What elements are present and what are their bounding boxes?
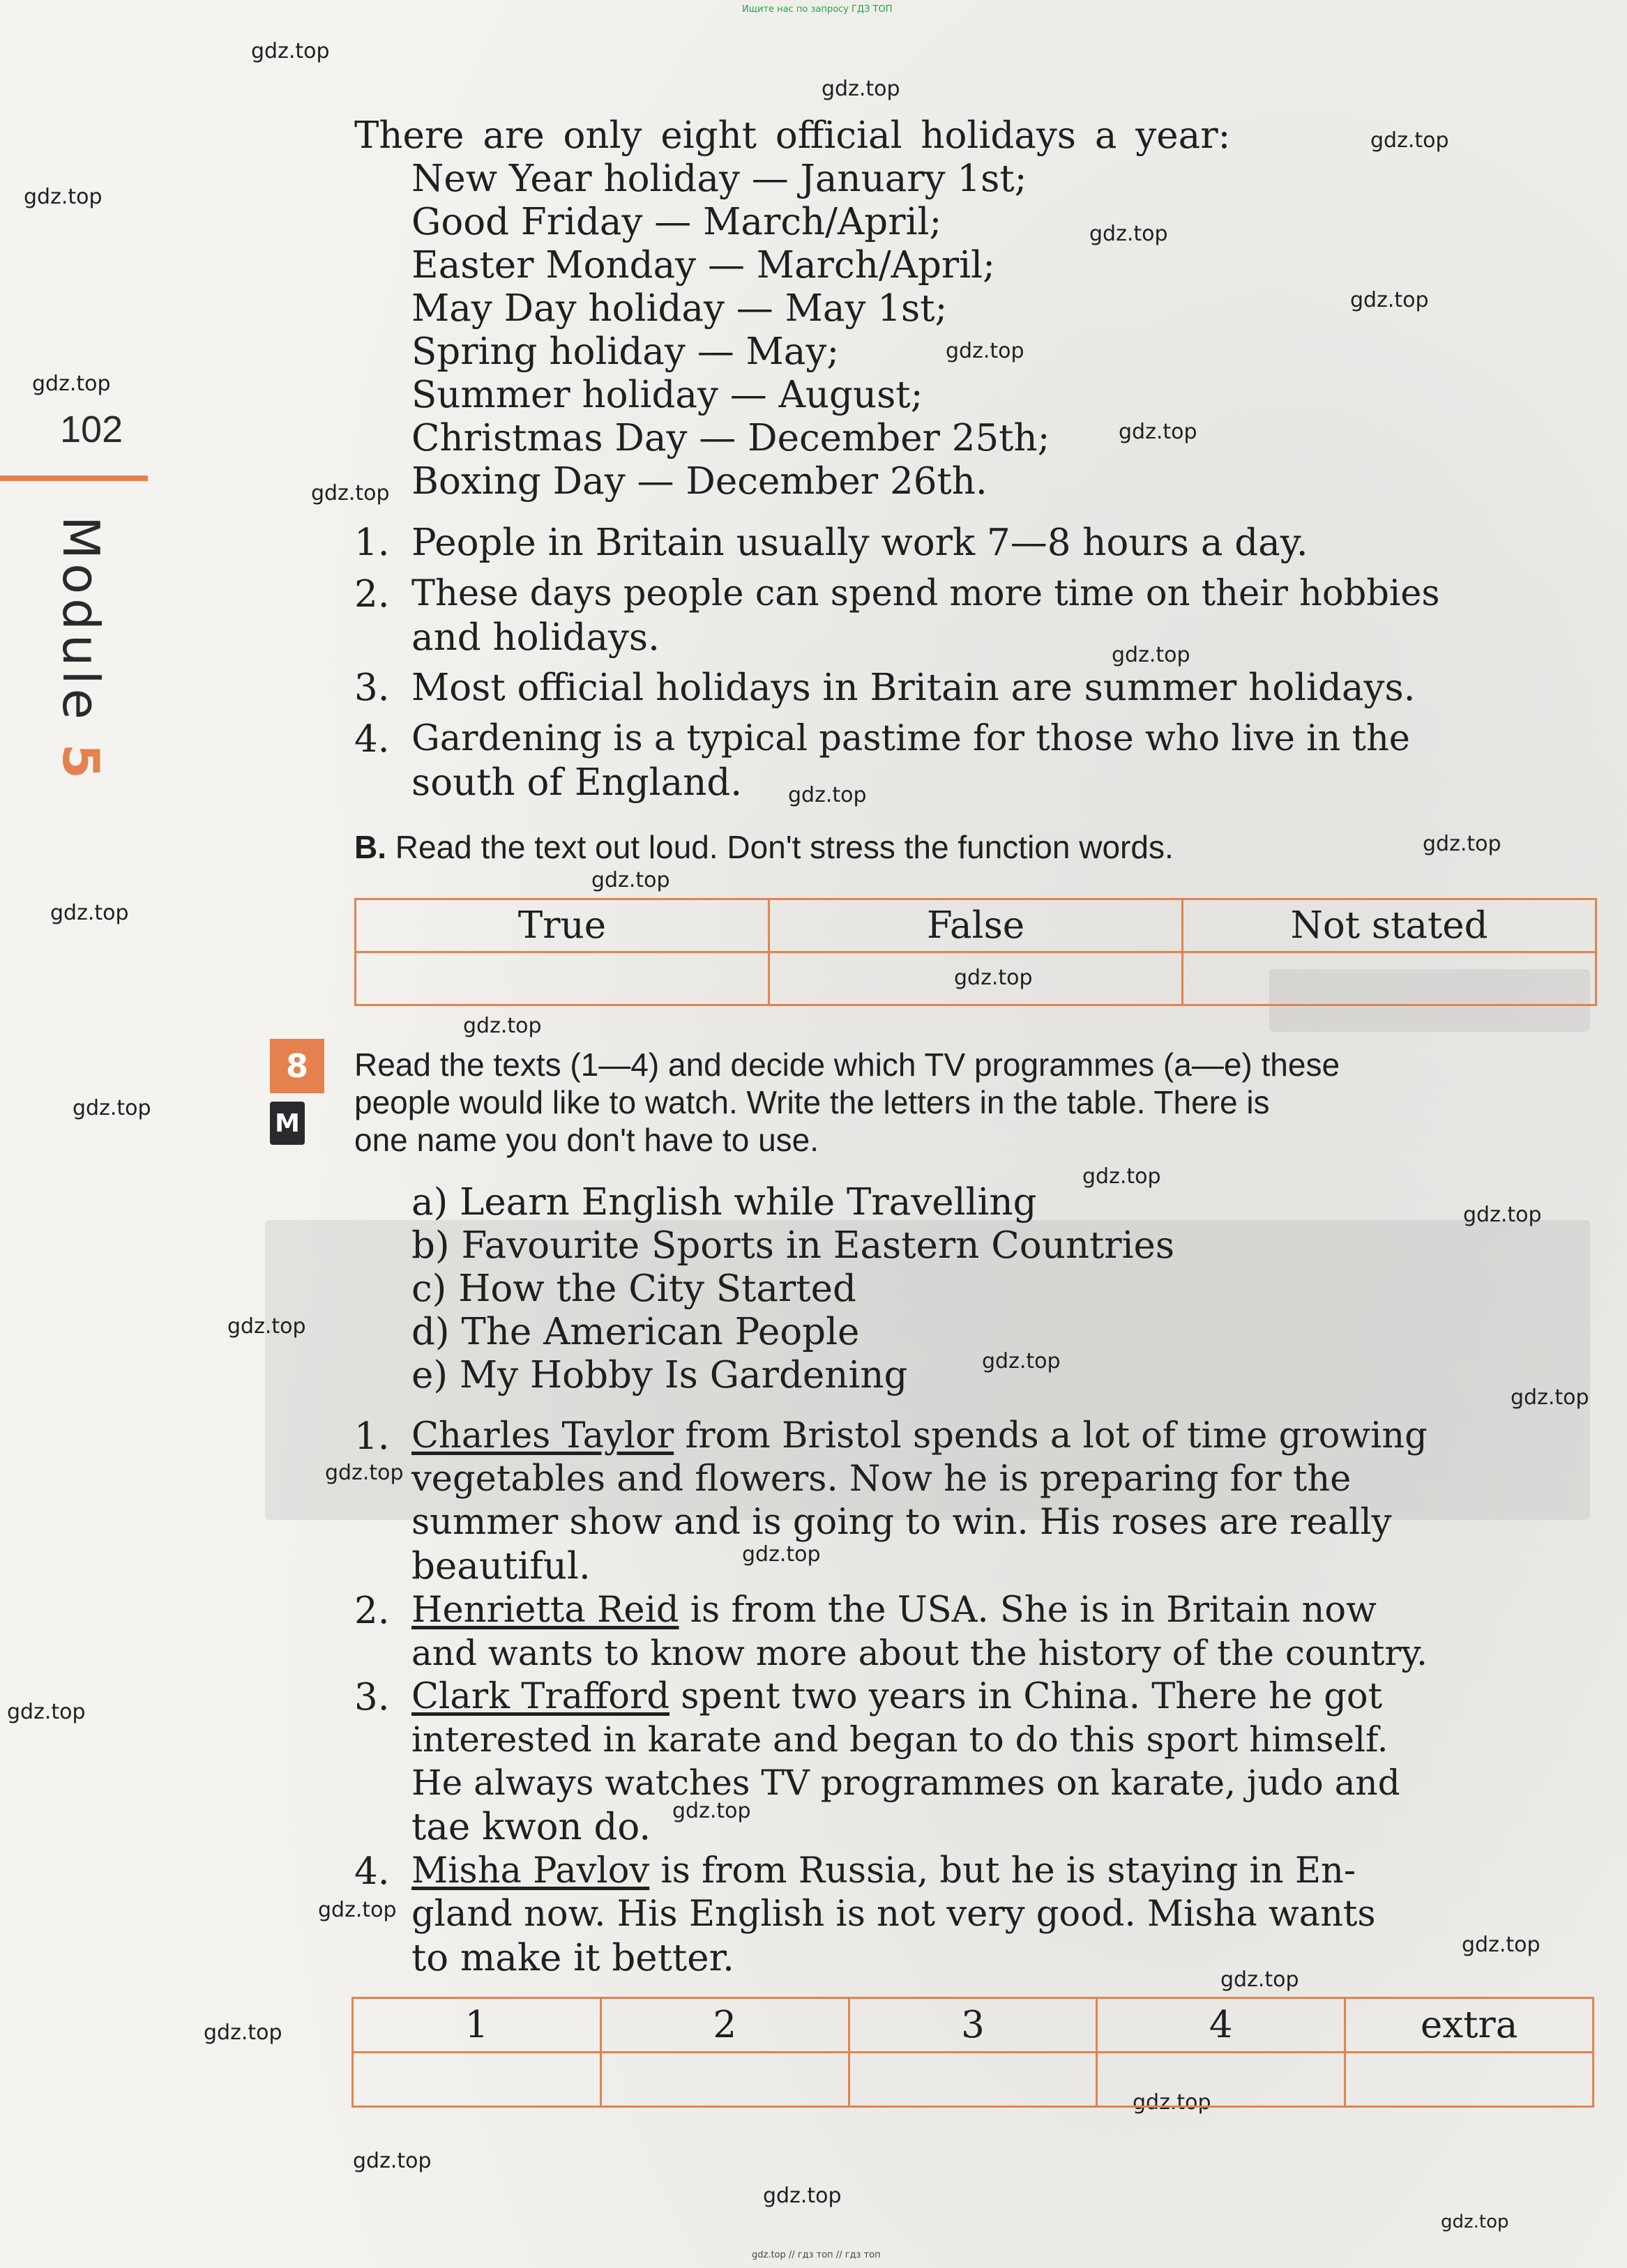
- holiday-item: Spring holiday — May;: [411, 330, 840, 373]
- exercise-8-instruction: people would like to watch. Write the letters in the table. There is: [354, 1084, 1270, 1120]
- watermark: gdz.top: [7, 1700, 86, 1724]
- text-line: [411, 1590, 1377, 1631]
- watermark: gdz.top: [822, 77, 900, 101]
- watermark: gdz.top: [318, 1898, 397, 1922]
- header-not-stated: Not stated: [1183, 899, 1596, 952]
- margin-rule: [0, 475, 148, 481]
- watermark: gdz.top: [353, 2149, 432, 2173]
- header-extra: extra: [1345, 1998, 1594, 2053]
- text-line: vegetables and flowers. Now he is preparing for the: [411, 1459, 1352, 1500]
- holiday-item: Easter Monday — March/April;: [411, 244, 995, 287]
- watermark: gdz.top: [1370, 128, 1449, 153]
- watermark: gdz.top: [227, 1314, 306, 1339]
- statement-text: Most official holidays in Britain are summer holidays.: [411, 667, 1416, 709]
- watermark: gdz.top: [32, 372, 111, 396]
- holiday-item: May Day holiday — May 1st;: [411, 287, 948, 330]
- watermark: gdz.top: [946, 339, 1024, 363]
- exercise-8-instruction: one name you don't have to use.: [354, 1122, 819, 1158]
- text-number: 3.: [354, 1676, 390, 1719]
- watermark: gdz.top: [742, 1542, 821, 1567]
- statement-number: 1.: [354, 522, 390, 564]
- watermark: gdz.top: [763, 2184, 842, 2208]
- watermark: gdz.top: [463, 1014, 542, 1038]
- answer-table: [351, 1997, 1594, 2108]
- footer-note: gdz.top // гдз топ // гдз топ: [752, 2250, 881, 2260]
- header-text-4: 4: [1097, 1998, 1345, 2053]
- module-label: [43, 516, 110, 783]
- answer-cell-1[interactable]: [353, 2053, 601, 2107]
- watermark: gdz.top: [954, 966, 1033, 990]
- text-line: gland now. His English is not very good. Misha wants: [411, 1894, 1376, 1935]
- person-name: Charles Taylor: [411, 1415, 674, 1456]
- exercise-number-badge: 8: [270, 1039, 324, 1093]
- person-name: Clark Trafford: [411, 1676, 669, 1717]
- text-line: beautiful.: [411, 1545, 591, 1588]
- answer-cell-3[interactable]: [849, 2053, 1097, 2107]
- text-number: 4.: [354, 1850, 390, 1893]
- text-line-rest: spent two years in China. There he got: [669, 1676, 1383, 1717]
- text-line: and wants to know more about the history of the country.: [411, 1633, 1428, 1673]
- answer-cell-4[interactable]: [1097, 2053, 1345, 2107]
- exercise-8-instruction: Read the texts (1—4) and decide which TV programmes (a—e) these: [354, 1047, 1340, 1083]
- holiday-item: Good Friday — March/April;: [411, 201, 942, 243]
- answer-cell-2[interactable]: [600, 2053, 849, 2107]
- header-text-1: 1: [353, 1998, 601, 2053]
- module-word: Module: [52, 516, 110, 724]
- watermark: gdz.top: [251, 39, 330, 63]
- exercise-b-text: Read the text out loud. Don't stress the function words.: [395, 829, 1174, 865]
- watermark: gdz.top: [1089, 222, 1168, 246]
- page-number: 102: [60, 409, 123, 450]
- watermark: gdz.top: [1112, 643, 1190, 667]
- media-icon: M: [270, 1102, 305, 1145]
- programme-item: d) The American People: [411, 1311, 860, 1353]
- header-text-2: 2: [600, 1998, 849, 2053]
- answer-cell-false[interactable]: [769, 952, 1183, 1005]
- text-line: [411, 1676, 1383, 1717]
- header-true: True: [356, 899, 769, 952]
- holiday-item: Christmas Day — December 25th;: [411, 417, 1050, 459]
- holidays-intro: [354, 114, 1280, 157]
- exercise-b: [354, 831, 1174, 863]
- watermark: gdz.top: [1119, 420, 1197, 444]
- text-line: to make it better.: [411, 1937, 734, 1979]
- programme-item: e) My Hobby Is Gardening: [411, 1354, 908, 1396]
- true-false-table: [354, 898, 1597, 1006]
- text-line-rest: is from Russia, but he is staying in En-: [649, 1850, 1356, 1892]
- watermark: gdz.top: [1133, 2090, 1211, 2115]
- holidays-intro-text: There are only eight official holidays a year:: [354, 114, 1231, 157]
- watermark: gdz.top: [50, 901, 129, 925]
- text-line: [411, 1850, 1356, 1892]
- programme-item: b) Favourite Sports in Eastern Countries: [411, 1224, 1175, 1267]
- header-note: Ищите нас по запросу ГДЗ ТОП: [742, 4, 893, 15]
- text-line-rest: is from the USA. She is in Britain now: [679, 1590, 1377, 1631]
- text-line: [411, 1415, 1428, 1456]
- person-name: Misha Pavlov: [411, 1850, 650, 1892]
- watermark: gdz.top: [1441, 2212, 1509, 2232]
- module-number: 5: [52, 743, 110, 783]
- answer-cell-true[interactable]: [356, 952, 769, 1005]
- programme-item: c) How the City Started: [411, 1268, 856, 1310]
- watermark: gdz.top: [204, 2020, 282, 2045]
- holiday-item: Summer holiday — August;: [411, 374, 923, 416]
- holiday-item: Boxing Day — December 26th.: [411, 460, 987, 503]
- watermark: gdz.top: [1350, 288, 1429, 312]
- watermark: gdz.top: [1511, 1385, 1589, 1410]
- text-number: 1.: [354, 1415, 390, 1458]
- watermark: gdz.top: [73, 1096, 151, 1120]
- header-false: False: [769, 899, 1183, 952]
- text-line: tae kwon do.: [411, 1806, 651, 1848]
- watermark: gdz.top: [982, 1349, 1061, 1373]
- text-line-rest: from Bristol spends a lot of time growing: [674, 1415, 1428, 1456]
- statement-number: 4.: [354, 718, 390, 761]
- watermark: gdz.top: [24, 185, 103, 209]
- watermark: gdz.top: [591, 868, 670, 892]
- watermark: gdz.top: [1462, 1933, 1541, 1957]
- exercise-b-label: B.: [354, 829, 386, 865]
- statement-text: These days people can spend more time on their hobbies: [411, 573, 1440, 614]
- watermark: gdz.top: [1423, 832, 1501, 856]
- answer-cell-not-stated[interactable]: [1183, 952, 1596, 1005]
- watermark: gdz.top: [1082, 1164, 1161, 1189]
- programme-item: a) Learn English while Travelling: [411, 1181, 1037, 1224]
- statement-text: Gardening is a typical pastime for those who live in the: [411, 718, 1410, 759]
- statement-number: 3.: [354, 667, 390, 709]
- statement-text: south of England.: [411, 761, 743, 804]
- person-name: Henrietta Reid: [411, 1590, 679, 1631]
- holiday-item: New Year holiday — January 1st;: [411, 158, 1027, 200]
- watermark: gdz.top: [311, 481, 390, 505]
- text-line: interested in karate and began to do this sport himself.: [411, 1719, 1388, 1760]
- answer-cell-extra[interactable]: [1345, 2053, 1594, 2107]
- text-number: 2.: [354, 1590, 390, 1632]
- statement-text: and holidays.: [411, 616, 660, 659]
- watermark: gdz.top: [1463, 1203, 1542, 1227]
- watermark: gdz.top: [325, 1461, 404, 1485]
- watermark: gdz.top: [788, 783, 867, 807]
- statement-number: 2.: [354, 573, 390, 616]
- header-text-3: 3: [849, 1998, 1097, 2053]
- statement-text: People in Britain usually work 7—8 hours a day.: [411, 522, 1308, 564]
- watermark: gdz.top: [672, 1799, 751, 1823]
- watermark: gdz.top: [1220, 1968, 1299, 1992]
- text-line: summer show and is going to win. His roses are really: [411, 1502, 1392, 1543]
- text-line: He always watches TV programmes on karate, judo and: [411, 1763, 1400, 1803]
